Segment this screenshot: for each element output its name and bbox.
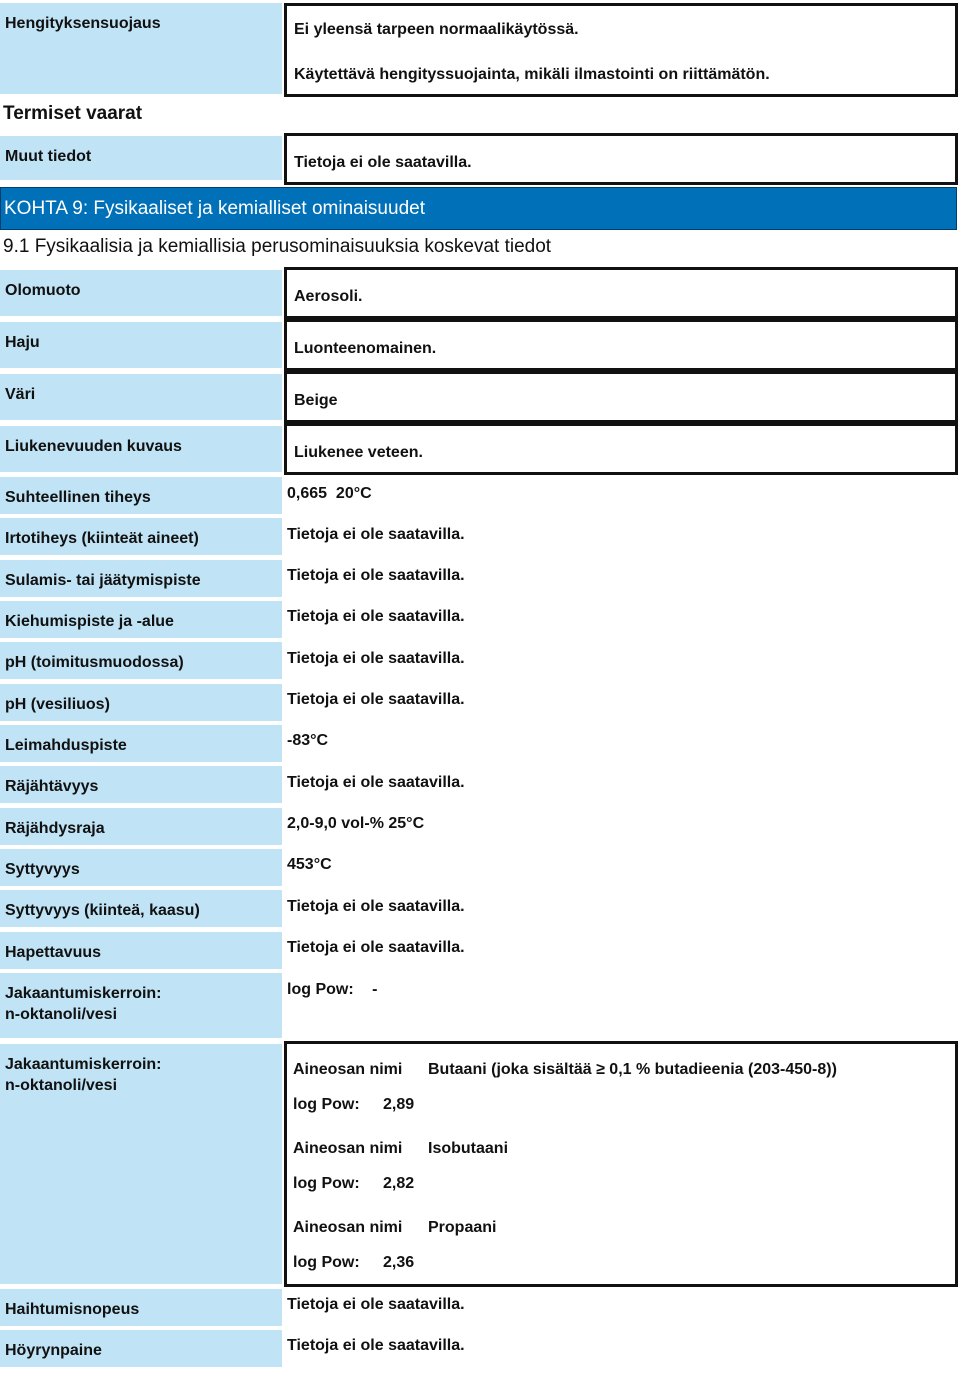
section-9-1-subtitle: 9.1 Fysikaalisia ja kemiallisia perusominaisuuksia koskevat tiedot <box>3 236 552 257</box>
row-label <box>0 322 282 368</box>
row-value-box <box>284 267 958 319</box>
value-haju: Luonteenomainen. <box>294 340 437 357</box>
row-label <box>0 1330 282 1367</box>
row-label <box>0 601 282 638</box>
row-label <box>0 426 282 472</box>
component-name: Butaani (joka sisältää ≥ 0,1 % butadieenia (203-450-8)) <box>428 1061 837 1078</box>
other-info-label <box>0 136 282 180</box>
component-name: Propaani <box>428 1219 497 1236</box>
respiratory-line-1: Ei yleensä tarpeen normaalikäytössä. <box>294 21 579 38</box>
label-rajahtavyys: Räjähtävyys <box>5 778 99 795</box>
row-label <box>0 518 282 555</box>
label-haihtumisnopeus: Haihtumisnopeus <box>5 1301 140 1318</box>
component-name-label: Aineosan nimi <box>293 1219 403 1236</box>
value-vari: Beige <box>294 392 338 409</box>
row-label <box>0 684 282 721</box>
value-hoyrynpaine: Tietoja ei ole saatavilla. <box>287 1337 465 1354</box>
label-suhteellinen-tiheys: Suhteellinen tiheys <box>5 489 151 506</box>
value-sulamispiste: Tietoja ei ole saatavilla. <box>287 567 465 584</box>
components-box <box>284 1041 958 1287</box>
respiratory-line-2: Käytettävä hengityssuojainta, mikäli ilmastointi on riittämätön. <box>294 66 770 83</box>
label-rajahdysraja: Räjähdysraja <box>5 820 105 837</box>
component-pow-label: log Pow: <box>293 1175 360 1192</box>
log-pow-value: - <box>372 981 378 998</box>
partition2-label-line-1: Jakaantumiskerroin: <box>5 1056 162 1073</box>
label-sulamispiste: Sulamis- tai jäätymispiste <box>5 572 201 589</box>
component-pow-label: log Pow: <box>293 1096 360 1113</box>
row-label <box>0 270 282 316</box>
component-pow-label: log Pow: <box>293 1254 360 1271</box>
row-label <box>0 560 282 597</box>
other-info-label-text: Muut tiedot <box>5 148 92 165</box>
value-kiehumispiste: Tietoja ei ole saatavilla. <box>287 608 465 625</box>
partition-label-line-1: Jakaantumiskerroin: <box>5 985 162 1002</box>
row-value-box <box>284 371 958 423</box>
label-irtotiheys: Irtotiheys (kiinteät aineet) <box>5 530 199 547</box>
label-hapettavuus: Hapettavuus <box>5 944 102 961</box>
value-suhteellinen-tiheys: 0,665 20°C <box>287 485 372 502</box>
label-ph-toimitus: pH (toimitusmuodossa) <box>5 654 184 671</box>
value-liukenevuus: Liukenee veteen. <box>294 444 423 461</box>
log-pow-label: log Pow: <box>287 981 354 998</box>
row-label <box>0 890 282 927</box>
value-rajahtavyys: Tietoja ei ole saatavilla. <box>287 774 465 791</box>
value-syttyvyys-kiintea: Tietoja ei ole saatavilla. <box>287 898 465 915</box>
section-9-title: KOHTA 9: Fysikaaliset ja kemialliset ominaisuudet <box>4 198 425 219</box>
respiratory-protection-label-text: Hengityksensuojaus <box>5 15 161 32</box>
label-haju: Haju <box>5 334 40 351</box>
value-olomuoto: Aerosoli. <box>294 288 363 305</box>
value-rajahdysraja: 2,0-9,0 vol-% 25°C <box>287 815 425 832</box>
component-pow: 2,36 <box>383 1254 415 1271</box>
row-label <box>0 808 282 845</box>
label-liukenevuus: Liukenevuuden kuvaus <box>5 438 182 455</box>
row-label <box>0 477 282 514</box>
partition-label-line-2: n-oktanoli/vesi <box>5 1006 118 1023</box>
row-label <box>0 374 282 420</box>
respiratory-protection-box <box>284 3 958 97</box>
row-value-box <box>284 423 958 475</box>
section-9-header <box>0 187 957 230</box>
label-kiehumispiste: Kiehumispiste ja -alue <box>5 613 174 630</box>
other-info-box <box>284 133 958 185</box>
row-label <box>0 932 282 969</box>
component-pow: 2,89 <box>383 1096 415 1113</box>
partition-value <box>287 980 377 1000</box>
value-ph-toimitus: Tietoja ei ole saatavilla. <box>287 650 465 667</box>
other-info-value: Tietoja ei ole saatavilla. <box>294 154 472 171</box>
row-label <box>0 1289 282 1326</box>
label-syttyvyys-kiintea: Syttyvyys (kiinteä, kaasu) <box>5 902 200 919</box>
component-name-label: Aineosan nimi <box>293 1140 403 1157</box>
label-leimahduspiste: Leimahduspiste <box>5 737 127 754</box>
respiratory-protection-label <box>0 3 282 94</box>
label-vari: Väri <box>5 386 36 403</box>
thermal-hazards-heading: Termiset vaarat <box>3 103 143 124</box>
value-hapettavuus: Tietoja ei ole saatavilla. <box>287 939 465 956</box>
label-syttyvyys: Syttyvyys <box>5 861 80 878</box>
row-label <box>0 642 282 679</box>
partition-coefficient-label <box>0 973 282 1038</box>
value-ph-vesiliuos: Tietoja ei ole saatavilla. <box>287 691 465 708</box>
row-label <box>0 766 282 803</box>
value-leimahduspiste: -83°C <box>287 732 329 749</box>
partition2-label-line-2: n-oktanoli/vesi <box>5 1077 118 1094</box>
value-haihtumisnopeus: Tietoja ei ole saatavilla. <box>287 1296 465 1313</box>
component-name-label: Aineosan nimi <box>293 1061 403 1078</box>
value-irtotiheys: Tietoja ei ole saatavilla. <box>287 526 465 543</box>
component-pow: 2,82 <box>383 1175 415 1192</box>
row-value-box <box>284 319 958 371</box>
row-label <box>0 725 282 762</box>
component-name: Isobutaani <box>428 1140 509 1157</box>
row-label <box>0 849 282 886</box>
label-olomuoto: Olomuoto <box>5 282 81 299</box>
label-hoyrynpaine: Höyrynpaine <box>5 1342 102 1359</box>
value-syttyvyys: 453°C <box>287 856 332 873</box>
partition-coefficient-components-label <box>0 1044 282 1284</box>
label-ph-vesiliuos: pH (vesiliuos) <box>5 696 110 713</box>
